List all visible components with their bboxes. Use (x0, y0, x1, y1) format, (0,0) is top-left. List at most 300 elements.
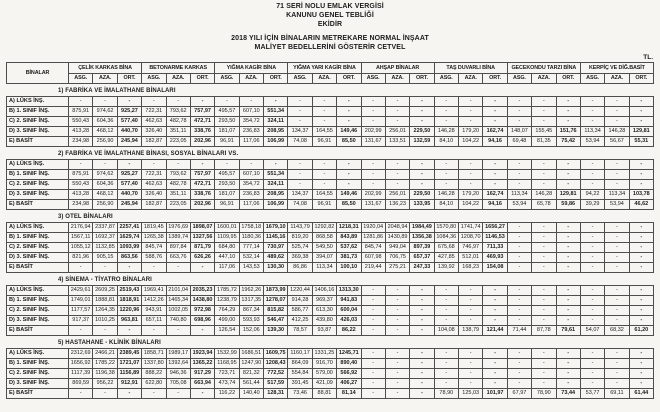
row-label: E) BASİT (7, 326, 69, 336)
cell: 351,11 (166, 127, 190, 137)
cell: 843,89 (337, 233, 361, 243)
cell: - (288, 117, 312, 127)
cell: 819,20 (288, 233, 312, 243)
cell: 181,07 (215, 127, 239, 137)
cell: - (459, 170, 483, 180)
cell: - (507, 170, 531, 180)
table-row (7, 107, 654, 117)
cell: 338,76 (190, 127, 214, 137)
cell: 146,28 (434, 127, 458, 137)
cell: - (605, 253, 629, 263)
cell: 140,40 (239, 389, 263, 399)
cell: 566,92 (337, 369, 361, 379)
cell: 1160,17 (288, 349, 312, 359)
cell: 1785,22 (93, 359, 117, 369)
cell: - (507, 233, 531, 243)
cell: 1145,16 (264, 233, 288, 243)
cell: 871,79 (190, 243, 214, 253)
cell: 489,62 (264, 253, 288, 263)
table-row (7, 379, 654, 389)
cell: - (532, 160, 556, 170)
cell: - (264, 97, 288, 107)
cell: - (166, 97, 190, 107)
cell: 133,51 (385, 137, 409, 147)
cell: 94,16 (483, 137, 507, 147)
cell: 764,29 (215, 306, 239, 316)
cell: - (337, 97, 361, 107)
cell: 1238,79 (215, 296, 239, 306)
cell: 499,00 (215, 316, 239, 326)
title-line-1: 71 SERİ NOLU EMLAK VERGİSİ (276, 3, 384, 10)
section-table-1 (6, 96, 654, 147)
cell: 151,76 (556, 127, 580, 137)
cell: - (556, 296, 580, 306)
cell: 146,28 (532, 190, 556, 200)
cell: - (410, 160, 434, 170)
cell: 440,70 (117, 190, 141, 200)
cell: - (459, 160, 483, 170)
cell: - (483, 286, 507, 296)
cell: 202,96 (190, 200, 214, 210)
cell: 1389,74 (166, 233, 190, 243)
sections-container (6, 88, 654, 399)
cell: 2035,23 (190, 286, 214, 296)
cell: 132,59 (410, 137, 434, 147)
cell: - (288, 97, 312, 107)
cell: - (288, 160, 312, 170)
cell: 663,76 (166, 253, 190, 263)
group-header-6: TAŞ DUVARLI BİNA (434, 63, 507, 74)
cell: - (361, 296, 385, 306)
cell: - (288, 107, 312, 117)
section-title-1: 1) FABRİKA VE İMALATHANE BİNALARI (58, 88, 176, 95)
cell: 1984,49 (410, 223, 434, 233)
group-header-1: ÇELİK KARKAS BİNA (69, 63, 142, 74)
cell: 229,50 (410, 127, 434, 137)
cell: 324,11 (264, 117, 288, 127)
cell: - (532, 223, 556, 233)
cell: - (605, 243, 629, 253)
cell: 593,93 (239, 316, 263, 326)
table-row (7, 137, 654, 147)
cell: 74,08 (288, 137, 312, 147)
cell: 71,44 (507, 326, 531, 336)
cell: - (605, 286, 629, 296)
cell: 104,08 (434, 326, 458, 336)
cell: 2429,61 (69, 286, 93, 296)
cell: - (434, 160, 458, 170)
cell: 495,57 (215, 107, 239, 117)
title-line-3: EKİDİR (317, 20, 343, 28)
header-row-groups (7, 63, 654, 74)
group-header-2: BETONARME KARKAS (142, 63, 215, 74)
cell: - (580, 359, 604, 369)
subcol-header-6-2: AZA. (459, 74, 483, 84)
cell: - (532, 286, 556, 296)
cell: 129,81 (556, 190, 580, 200)
cell: 551,34 (264, 107, 288, 117)
cell: - (459, 117, 483, 127)
cell: 1962,26 (239, 286, 263, 296)
cell: 897,84 (166, 243, 190, 253)
cell: 338,76 (190, 190, 214, 200)
cell: - (337, 170, 361, 180)
cell: 381,73 (337, 253, 361, 263)
cell: 104,22 (459, 137, 483, 147)
cell: - (580, 263, 604, 273)
cell: 149,46 (337, 127, 361, 137)
cell: - (605, 296, 629, 306)
cell: - (361, 107, 385, 117)
cell: 256,90 (93, 137, 117, 147)
cell: - (93, 160, 117, 170)
cell: 588,76 (142, 253, 166, 263)
cell: - (532, 316, 556, 326)
cell: 65,78 (532, 200, 556, 210)
cell: 554,84 (288, 369, 312, 379)
section-title-3: 3) OTEL BİNALARI (58, 214, 113, 221)
cell: 68,32 (605, 326, 629, 336)
cell: - (166, 326, 190, 336)
cell: - (580, 243, 604, 253)
cell: 182,87 (142, 137, 166, 147)
subcol-header-3-1: ASG. (215, 74, 239, 84)
row-label: D) 3. SINIF İNŞ. (7, 127, 69, 137)
cell: 472,71 (190, 117, 214, 127)
cell: 94,16 (483, 200, 507, 210)
cell: 129,81 (629, 127, 653, 137)
cell: 525,74 (288, 243, 312, 253)
cell: 604,36 (93, 180, 117, 190)
cell: - (312, 180, 336, 190)
cell: - (337, 117, 361, 127)
section-table-2 (6, 159, 654, 210)
cell: - (507, 160, 531, 170)
cell: 815,82 (264, 306, 288, 316)
cell: 1010,25 (93, 316, 117, 326)
cell: - (361, 326, 385, 336)
cell: 1679,10 (264, 223, 288, 233)
cell: 579,00 (312, 369, 336, 379)
cell: 133,95 (410, 200, 434, 210)
cell: - (580, 97, 604, 107)
cell: 39,29 (580, 200, 604, 210)
subcol-header-4-1: ASG. (288, 74, 312, 84)
cell: - (556, 223, 580, 233)
cell: 1337,80 (142, 359, 166, 369)
cell: 439,80 (312, 316, 336, 326)
cell: 1888,81 (93, 296, 117, 306)
cell: - (361, 170, 385, 180)
cell: 86,22 (337, 326, 361, 336)
column-header-table (6, 62, 654, 84)
cell: 85,50 (337, 200, 361, 210)
cell: - (629, 349, 653, 359)
table-row (7, 180, 654, 190)
cell: - (507, 379, 531, 389)
cell: - (605, 359, 629, 369)
cell: - (410, 170, 434, 180)
section-2 (6, 151, 654, 210)
cell: - (532, 379, 556, 389)
cell: - (117, 160, 141, 170)
cell: - (459, 379, 483, 389)
cell: 875,91 (69, 170, 93, 180)
cell: - (556, 349, 580, 359)
table-row (7, 190, 654, 200)
cell: 746,97 (459, 243, 483, 253)
cell: 116,22 (215, 389, 239, 399)
cell: 1264,35 (93, 306, 117, 316)
cell: 101,97 (483, 389, 507, 399)
cell: - (532, 97, 556, 107)
cell: 130,30 (264, 263, 288, 273)
cell: 1656,27 (483, 223, 507, 233)
subcol-header-8-3: ORT. (629, 74, 653, 84)
cell: - (483, 379, 507, 389)
cell: - (605, 316, 629, 326)
cell: - (580, 286, 604, 296)
cell: 875,91 (69, 107, 93, 117)
cell: 532,14 (239, 253, 263, 263)
cell: - (410, 316, 434, 326)
cell: - (483, 306, 507, 316)
cell: 468,12 (93, 190, 117, 200)
table-row (7, 253, 654, 263)
cell: 1247,90 (239, 359, 263, 369)
subcol-header-2-2: AZA. (166, 74, 190, 84)
cell: 1156,89 (117, 369, 141, 379)
cell: 821,32 (239, 369, 263, 379)
cell: - (459, 296, 483, 306)
group-header-5: AHŞAP BİNALAR (361, 63, 434, 74)
cell: 126,54 (215, 326, 239, 336)
cell: - (580, 369, 604, 379)
table-row (7, 200, 654, 210)
cell: 223,05 (166, 200, 190, 210)
row-label: B) 1. SINIF İNŞ. (7, 233, 69, 243)
cell: 1177,57 (69, 306, 93, 316)
cell: 93,87 (312, 326, 336, 336)
cell: - (410, 389, 434, 399)
cell: 134,37 (288, 127, 312, 137)
table-row (7, 369, 654, 379)
cell: - (507, 286, 531, 296)
cell: 974,62 (93, 107, 117, 117)
cell: 208,95 (264, 127, 288, 137)
subcol-header-5-3: ORT. (410, 74, 434, 84)
cell: 1109,95 (215, 233, 239, 243)
cell: 84,10 (434, 137, 458, 147)
cell: - (312, 97, 336, 107)
cell: - (69, 160, 93, 170)
cell: - (385, 369, 409, 379)
cell: - (142, 326, 166, 336)
cell: 2466,21 (93, 349, 117, 359)
cell: 104,22 (459, 200, 483, 210)
cell: - (410, 117, 434, 127)
cell: - (337, 160, 361, 170)
cell: 247,33 (410, 263, 434, 273)
cell: 100,10 (337, 263, 361, 273)
cell: 663,94 (190, 379, 214, 389)
cell: - (312, 160, 336, 170)
cell: 969,37 (312, 296, 336, 306)
cell: - (507, 243, 531, 253)
cell: - (93, 263, 117, 273)
cell: - (483, 160, 507, 170)
cell: 1084,36 (434, 233, 458, 243)
binalar-header: BİNALAR (7, 63, 69, 84)
cell: 354,72 (239, 117, 263, 127)
section-1 (6, 88, 654, 147)
cell: 245,94 (117, 137, 141, 147)
cell: 155,45 (532, 127, 556, 137)
cell: - (629, 243, 653, 253)
section-table-5 (6, 348, 654, 399)
cell: 121,44 (483, 326, 507, 336)
cell: - (385, 316, 409, 326)
cell: - (629, 160, 653, 170)
cell: - (434, 349, 458, 359)
cell: - (629, 286, 653, 296)
cell: - (93, 97, 117, 107)
cell: - (605, 223, 629, 233)
cell: - (507, 107, 531, 117)
cell: 604,36 (93, 117, 117, 127)
cell: - (434, 369, 458, 379)
cell: - (385, 180, 409, 190)
cell: - (532, 243, 556, 253)
cell: 55,31 (629, 137, 653, 147)
cell: - (483, 369, 507, 379)
cell: - (532, 369, 556, 379)
cell: 469,93 (483, 253, 507, 263)
cell: 208,95 (264, 190, 288, 200)
cell: - (166, 263, 190, 273)
cell: - (605, 263, 629, 273)
cell: 275,21 (385, 263, 409, 273)
cell: - (361, 379, 385, 389)
cell: 740,80 (166, 316, 190, 326)
cell: - (605, 379, 629, 389)
cell: 394,07 (312, 253, 336, 263)
cell: - (605, 117, 629, 127)
cell: 326,40 (142, 190, 166, 200)
cell: - (239, 97, 263, 107)
cell: 113,34 (605, 190, 629, 200)
table-row (7, 233, 654, 243)
cell: 1741,74 (459, 223, 483, 233)
cell: 67,97 (507, 389, 531, 399)
cell: - (580, 160, 604, 170)
cell: - (629, 296, 653, 306)
cell: 96,91 (215, 137, 239, 147)
section-5 (6, 340, 654, 399)
cell: 705,08 (166, 379, 190, 389)
cell: - (410, 379, 434, 389)
subcol-header-3-2: AZA. (239, 74, 263, 84)
cell: 106,99 (264, 200, 288, 210)
cell: - (434, 296, 458, 306)
cell: 94,22 (580, 190, 604, 200)
cell: 888,22 (142, 369, 166, 379)
cell: - (410, 180, 434, 190)
cell: 1317,35 (239, 296, 263, 306)
cell: - (629, 379, 653, 389)
cell: 1749,01 (69, 296, 93, 306)
row-label: B) 1. SINIF İNŞ. (7, 359, 69, 369)
cell: - (532, 170, 556, 180)
cell: 1898,07 (190, 223, 214, 233)
cell: - (556, 253, 580, 263)
cell: - (69, 389, 93, 399)
cell: - (190, 263, 214, 273)
cell: - (410, 296, 434, 306)
cell: 897,39 (410, 243, 434, 253)
group-header-8: KERPİÇ VE DİĞ.BASİT (580, 63, 653, 74)
cell: 917,37 (69, 316, 93, 326)
cell: - (288, 180, 312, 190)
cell: 916,70 (312, 359, 336, 369)
cell: - (215, 97, 239, 107)
cell: 2609,25 (93, 286, 117, 296)
cell: 236,83 (239, 127, 263, 137)
cell: 2176,94 (69, 223, 93, 233)
cell: - (629, 369, 653, 379)
cell: 53,77 (580, 389, 604, 399)
cell: - (580, 349, 604, 359)
cell: 675,68 (434, 243, 458, 253)
cell: 84,10 (434, 200, 458, 210)
cell: 613,30 (312, 306, 336, 316)
subcol-header-8-2: AZA. (605, 74, 629, 84)
cell: 85,50 (337, 137, 361, 147)
table-row (7, 97, 654, 107)
cell: - (312, 170, 336, 180)
cell: - (361, 306, 385, 316)
cell: - (532, 306, 556, 316)
cell: - (507, 263, 531, 273)
cell: 406,27 (337, 379, 361, 389)
cell: 1327,56 (190, 233, 214, 243)
row-label: C) 2. SINIF İNŞ. (7, 369, 69, 379)
cell: - (117, 97, 141, 107)
cell: 472,71 (190, 180, 214, 190)
cell: 550,43 (69, 180, 93, 190)
cell: 1406,16 (312, 286, 336, 296)
group-header-3: YIĞMA KAGİR BİNA (215, 63, 288, 74)
cell: - (410, 306, 434, 316)
cell: 293,50 (215, 117, 239, 127)
cell: 53,94 (507, 200, 531, 210)
cell: - (532, 253, 556, 263)
document-title-block (6, 3, 654, 53)
row-label: B) 1. SINIF İNŞ. (7, 107, 69, 117)
cell: 1609,75 (264, 349, 288, 359)
cell: 468,12 (93, 127, 117, 137)
currency-label: TL. (643, 53, 653, 61)
cell: - (580, 170, 604, 180)
cell: 86,86 (288, 263, 312, 273)
row-label: A) LÜKS İNŞ. (7, 160, 69, 170)
cell: 1465,34 (166, 296, 190, 306)
cell: - (385, 359, 409, 369)
cell: 550,43 (69, 117, 93, 127)
cell: - (434, 286, 458, 296)
cell: - (580, 117, 604, 127)
cell: - (556, 107, 580, 117)
